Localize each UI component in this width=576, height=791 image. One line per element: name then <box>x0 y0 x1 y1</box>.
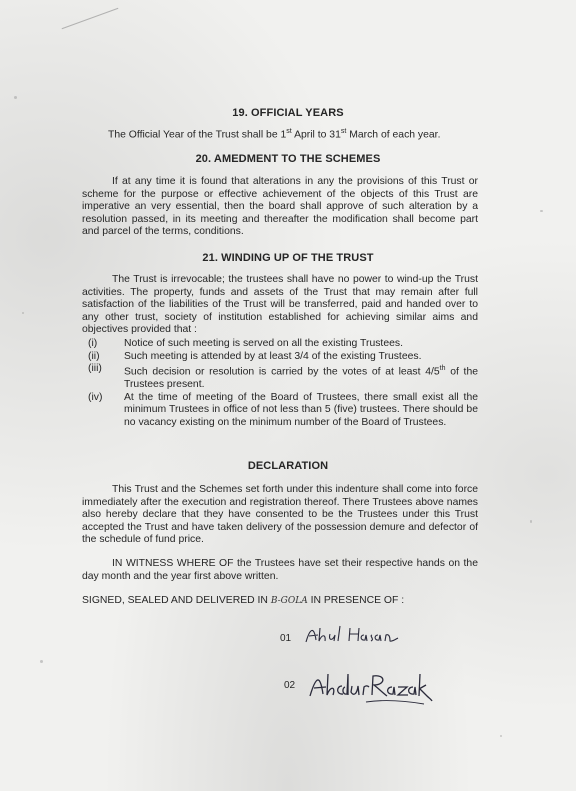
signing-place: B-GOLA <box>270 596 308 606</box>
official-year-text <box>108 128 440 140</box>
list-item-number: (i) <box>88 338 98 349</box>
list-item-number: (iv) <box>88 391 103 403</box>
declaration-paragraph: This Trust and the Schemes set forth under this indenture shall come into force immediately after the execution and registration thereof. There Trustees above names also hereby declare that they have consented to be the Trustees under this Trust accepted the Trust and have taken delivery of the possession demure and defector of the schedule of fund price. <box>82 484 478 546</box>
amendment-paragraph: If at any time it is found that alterations in any the provisions of this Trust or scheme for the purpose or effective achievement of the objects of this Trust are imperative an very essential, then the board shall approve of such alteration by a resolution passed, in its meeting and thereafter the modification shall become part and parcel of the terms, conditions. <box>82 176 478 238</box>
scan-speck <box>500 735 502 737</box>
list-item-text: Such meeting is attended by at least 3/4 of the existing Trustees. <box>124 350 422 362</box>
list-item-text-a: Such decision or resolution is carried by the votes of at least 4/5 <box>124 366 440 378</box>
witness-signature <box>302 622 402 648</box>
scan-speck <box>14 96 17 99</box>
witness-number: 01 <box>280 633 292 644</box>
witness-number: 02 <box>284 680 296 691</box>
list-item <box>82 363 478 392</box>
section-19-heading: 19. OFFICIAL YEARS <box>232 107 344 119</box>
list-item <box>82 338 478 351</box>
list-item-text-b: of the Trustees present. <box>124 366 478 391</box>
list-item-text: At the time of meeting of the Board of Trustees, there small exist all the minimum Trustees in office of not less than 5 (five) trustees. There should be no vacancy existing on the minimum number of the Board of Trustees. <box>124 391 478 429</box>
signature-drawing <box>302 622 402 648</box>
declaration-heading: DECLARATION <box>247 460 329 472</box>
scan-speck <box>540 210 543 212</box>
section-20-heading: 20. AMEDMENT TO THE SCHEMES <box>195 153 381 165</box>
list-item-text <box>124 363 478 392</box>
list-item <box>82 351 478 364</box>
list-item <box>82 392 478 430</box>
scan-speck <box>530 520 532 523</box>
list-item-number: (iii) <box>88 363 102 375</box>
signature-drawing <box>306 668 434 708</box>
section-21-heading: 21. WINDING UP OF THE TRUST <box>202 252 374 264</box>
signing-text-a: SIGNED, SEALED AND DELIVERED IN <box>82 595 271 606</box>
official-year-text-b: April to 31 <box>291 129 341 141</box>
scan-edge-mark <box>62 8 119 29</box>
superscript-st: st <box>286 128 292 135</box>
witness-paragraph: IN WITNESS WHERE OF the Trustees have set their respective hands on the day month and the year first above written. <box>82 558 478 582</box>
official-year-text-a: The Official Year of the Trust shall be 1 <box>108 129 287 141</box>
list-item-number: (ii) <box>88 350 100 362</box>
signing-text-b: IN PRESENCE OF : <box>307 595 405 606</box>
scan-speck <box>40 660 43 663</box>
superscript-th: th <box>439 365 446 373</box>
signing-statement <box>82 595 404 606</box>
witness-signature <box>306 668 434 708</box>
winding-up-paragraph: The Trust is irrevocable; the trustees shall have no power to wind-up the Trust activities. The property, funds and assets of the Trust that may remain after full satisfaction of the liabilities of the Trust will be transferred, paid and handed over to any other trust, society of institution established for achieving similar aims and objectives provided that : <box>82 274 478 336</box>
conditions-list <box>82 338 478 430</box>
superscript-st: st <box>340 128 347 135</box>
official-year-text-c: March of each year. <box>346 129 441 141</box>
scan-speck <box>22 312 24 314</box>
list-item-text: Notice of such meeting is served on all the existing Trustees. <box>124 338 403 349</box>
